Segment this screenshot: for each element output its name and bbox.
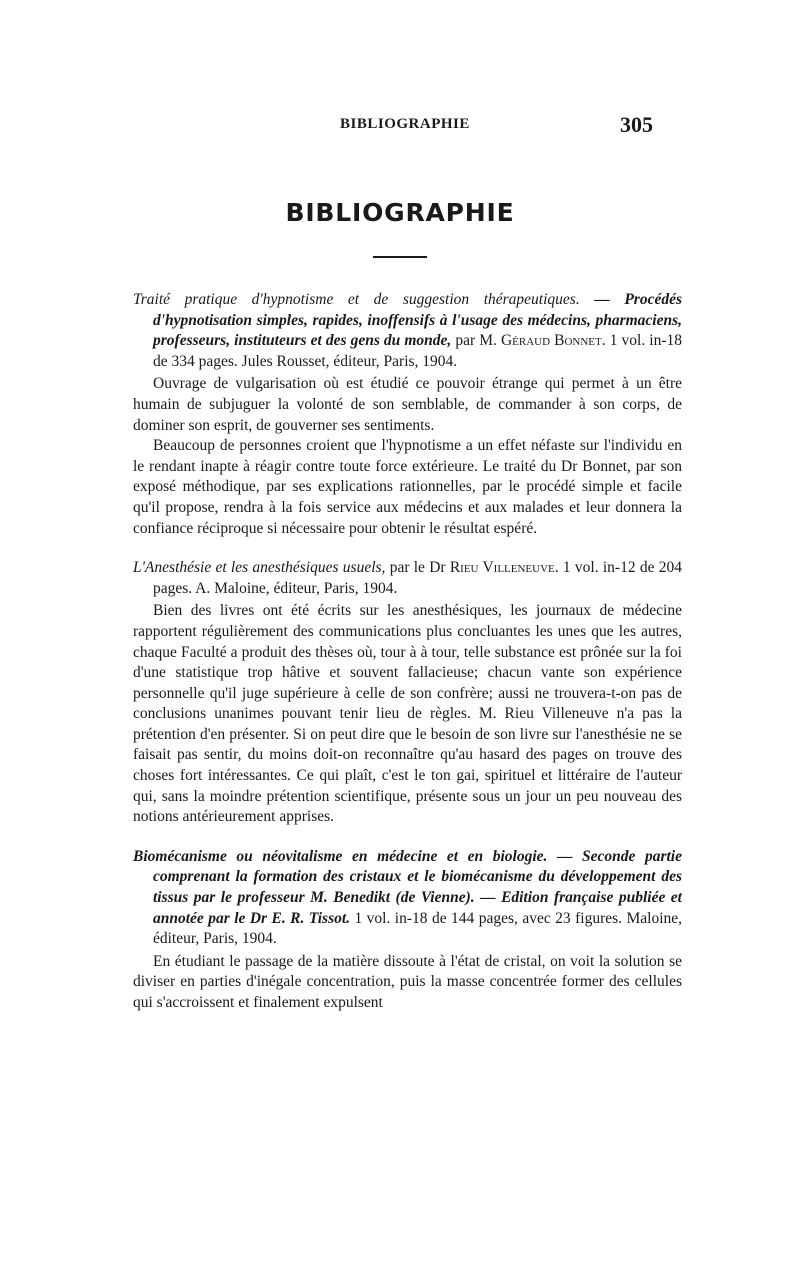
entry-author: Géraud Bonnet xyxy=(500,332,602,350)
entry-author-prefix: par M. xyxy=(451,332,501,350)
entry-author-prefix: par le Dr xyxy=(385,559,450,577)
bibliography-entry xyxy=(133,290,682,539)
entry-title: L'Anesthésie et les anesthésiques usuels, xyxy=(133,559,386,577)
entry-subtitle: — Procédés d'hypnotisation simples, rapides, inoffensifs à l'usage des médecins, pharmaciens, professeurs, instituteurs et des gens du monde, xyxy=(153,291,682,350)
entry-paragraph: Beaucoup de personnes croient que l'hypnotisme a un effet néfaste sur l'individu en le rendant inapte à réagir contre toute force extérieure. Le traité du Dr Bonnet, par son exposé méthodique, par ses explications rationnelles, par le procédé simple et facile qu'il propose, rendra à la fois service aux médecins et aux malades et leur donnera la confiance réciproque si nécessaire pour obtenir le résultat espéré. xyxy=(133,437,682,537)
section-title: BIBLIOGRAPHIE xyxy=(285,198,515,227)
running-title: BIBLIOGRAPHIE xyxy=(340,116,470,132)
entry-title: Biomécanisme ou néovitalisme en médecine et en biologie. — Seconde partie comprenant la formation des cristaux et le biomécanisme du développement des tissus par le professeur M. Benedikt (de Vienne). — Edition française publiée et annotée par le Dr E. R. Tissot. xyxy=(133,847,682,927)
entry-publication: . 1 vol. in-18 de 334 pages. Jules Rousset, éditeur, Paris, 1904. xyxy=(153,332,682,370)
entry-title: Traité pratique d'hypnotisme et de suggestion thérapeutiques. xyxy=(133,291,580,308)
bibliography-entry xyxy=(133,558,682,828)
entry-reference xyxy=(133,558,682,599)
entry-publication: 1 vol. in-18 de 144 pages, avec 23 figures. Maloine, éditeur, Paris, 1904. xyxy=(153,909,683,948)
entry-paragraph: Bien des livres ont été écrits sur les anesthésiques, les journaux de médecine rapportent régulièrement des communications plus concluantes les unes que les autres, chaque Faculté a produit des thèses où, tour à à tour, telle substance est prônée sur la foi d'une statistique trop hâtive et souvent fallacieuse; chacun vante son expérience personnelle qu'il juge supérieure à celle de son confrère; aussi ne trouvera-t-on pas de conclusions unanimes pouvant tenir lieu de règles. M. Rieu Villeneuve n'a pas la prétention d'en présenter. Si on peut dire que le besoin de son livre sur l'anesthésie ne se faisait pas sentir, du moins doit-on reconnaître qu'au hasard des pages on trouve des choses fort intéressantes. Ce qui plaît, c'est le ton gai, spirituel et littéraire de l'auteur qui, sans la moindre prétention scientifique, présente sous un jour un peu nouveau des notions antérieurement apprises. xyxy=(133,602,682,826)
page-number: 305 xyxy=(620,112,653,137)
title-rule xyxy=(373,256,427,258)
bibliography-entry xyxy=(133,847,682,1014)
entry-reference xyxy=(133,847,682,950)
entry-paragraph: Ouvrage de vulgarisation où est étudié ce pouvoir étrange qui permet à un être humain de subjuguer la volonté de son semblable, de commander à son corps, de dominer son esprit, de gouverner ses sentiments. xyxy=(133,375,682,434)
entry-reference xyxy=(133,290,682,372)
bibliography-content xyxy=(133,290,682,1033)
entry-paragraph: En étudiant le passage de la matière dissoute à l'état de cristal, on voit la solution se diviser en parties d'inégale concentration, puis la masse concentrée former des cellules qui s'accroissent et finalement expulsent xyxy=(133,952,682,1011)
running-head xyxy=(0,112,800,140)
entry-publication: . 1 vol. in-12 de 204 pages. A. Maloine, éditeur, Paris, 1904. xyxy=(153,559,682,597)
entry-author: Rieu Villeneuve xyxy=(449,559,555,577)
